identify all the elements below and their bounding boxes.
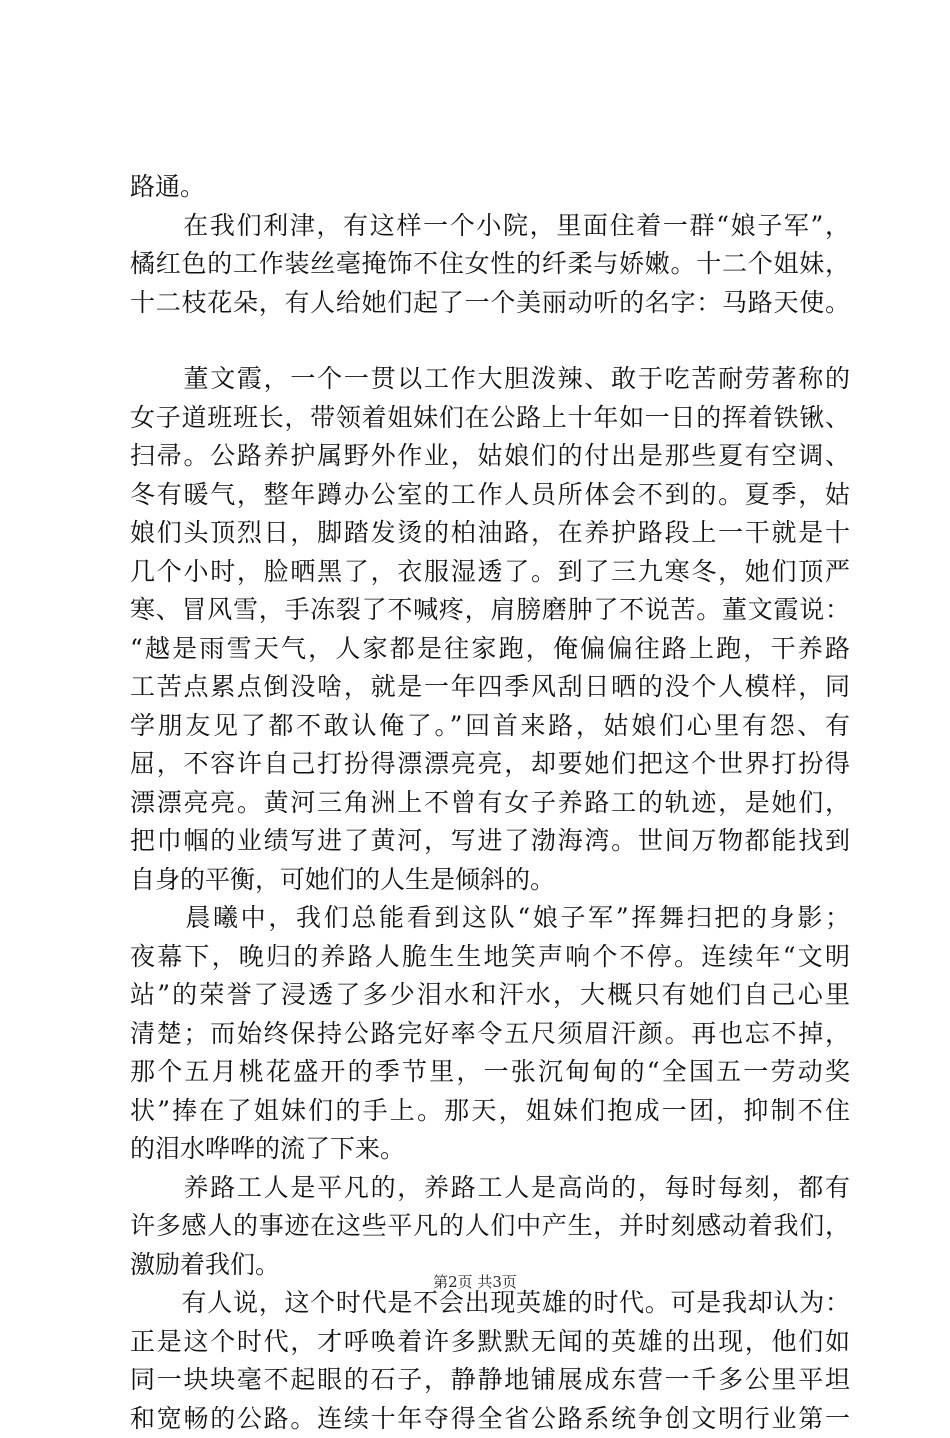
paragraph-line: 夜幕下，晚归的养路人脆生生地笑声响个不停。连续年“文明 — [130, 938, 850, 977]
paragraph-line: 十二枝花朵，有人给她们起了一个美丽动听的名字：马路天使。 — [130, 284, 850, 323]
paragraph-dong-wenxia — [130, 360, 850, 899]
paragraph-line: 站”的荣誉了浸透了多少泪水和汗水，大概只有她们自己心里 — [130, 976, 850, 1015]
paragraph-line: 屈，不容许自己打扮得漂漂亮亮，却要她们把这个世界打扮得 — [130, 745, 850, 784]
paragraph-line: 漂漂亮亮。黄河三角洲上不曾有女子养路工的轨迹，是她们， — [130, 784, 850, 823]
paragraph-dawn — [130, 899, 850, 1169]
paragraph-line: 有人说，这个时代是不会出现英雄的时代。可是我却认为： — [130, 1284, 850, 1323]
paragraph-continuation — [130, 168, 850, 207]
paragraph-line: 和宽畅的公路。连续十年夺得全省公路系统争创文明行业第一 — [130, 1400, 850, 1438]
paragraph-line: 几个小时，脸晒黑了，衣服湿透了。到了三九寒冬，她们顶严 — [130, 553, 850, 592]
paragraph-line: 状”捧在了姐妹们的手上。那天，姐妹们抱成一团，抑制不住 — [130, 1092, 850, 1131]
paragraph-line: 晨曦中，我们总能看到这队“娘子军”挥舞扫把的身影； — [130, 899, 850, 938]
paragraph-line: 养路工人是平凡的，养路工人是高尚的，每时每刻，都有 — [130, 1169, 850, 1208]
paragraph-line: 把巾帼的业绩写进了黄河，写进了渤海湾。世间万物都能找到 — [130, 822, 850, 861]
paragraph-line: 娘们头顶烈日，脚踏发烫的柏油路，在养护路段上一干就是十 — [130, 514, 850, 553]
paragraph-little-courtyard — [130, 207, 850, 323]
paragraph-line: 许多感人的事迹在这些平凡的人们中产生，并时刻感动着我们， — [130, 1207, 850, 1246]
paragraph-road-workers — [130, 1169, 850, 1285]
paragraph-line: 激励着我们。 — [130, 1246, 850, 1285]
paragraph-heroes — [130, 1284, 850, 1438]
paragraph-line: 扫帚。公路养护属野外作业，姑娘们的付出是那些夏有空调、 — [130, 437, 850, 476]
paragraph-spacer — [130, 322, 850, 360]
paragraph-line: 自身的平衡，可她们的人生是倾斜的。 — [130, 861, 850, 900]
paragraph-line: 那个五月桃花盛开的季节里，一张沉甸甸的“全国五一劳动奖 — [130, 1053, 850, 1092]
paragraph-line: 冬有暖气，整年蹲办公室的工作人员所体会不到的。夏季，姑 — [130, 476, 850, 515]
paragraph-line: 的泪水哗哗的流了下来。 — [130, 1130, 850, 1169]
paragraph-line: 工苦点累点倒没啥，就是一年四季风刮日晒的没个人模样，同 — [130, 668, 850, 707]
paragraph-line: 女子道班班长，带领着姐妹们在公路上十年如一日的挥着铁锹、 — [130, 399, 850, 438]
paragraph-line: 在我们利津，有这样一个小院，里面住着一群“娘子军”， — [130, 207, 850, 246]
paragraph-line: 正是这个时代，才呼唤着许多默默无闻的英雄的出现，他们如 — [130, 1323, 850, 1362]
document-body — [130, 168, 850, 1438]
paragraph-line: 同一块块毫不起眼的石子，静静地铺展成东营一千多公里平坦 — [130, 1361, 850, 1400]
paragraph-line: 学朋友见了都不敢认俺了。”回首来路，姑娘们心里有怨、有 — [130, 707, 850, 746]
paragraph-line: 橘红色的工作装丝毫掩饰不住女性的纤柔与娇嫩。十二个姐妹， — [130, 245, 850, 284]
paragraph-line: 清楚；而始终保持公路完好率令五尺须眉汗颜。再也忘不掉， — [130, 1015, 850, 1054]
page-number-footer: 第2页 共3页 — [0, 1272, 950, 1292]
paragraph-line: 路通。 — [130, 168, 850, 207]
paragraph-line: “越是雨雪天气，人家都是往家跑，俺偏偏往路上跑，干养路 — [130, 630, 850, 669]
paragraph-line: 寒、冒风雪，手冻裂了不喊疼，肩膀磨肿了不说苦。董文霞说： — [130, 591, 850, 630]
paragraph-line: 董文霞，一个一贯以工作大胆泼辣、敢于吃苦耐劳著称的 — [130, 360, 850, 399]
